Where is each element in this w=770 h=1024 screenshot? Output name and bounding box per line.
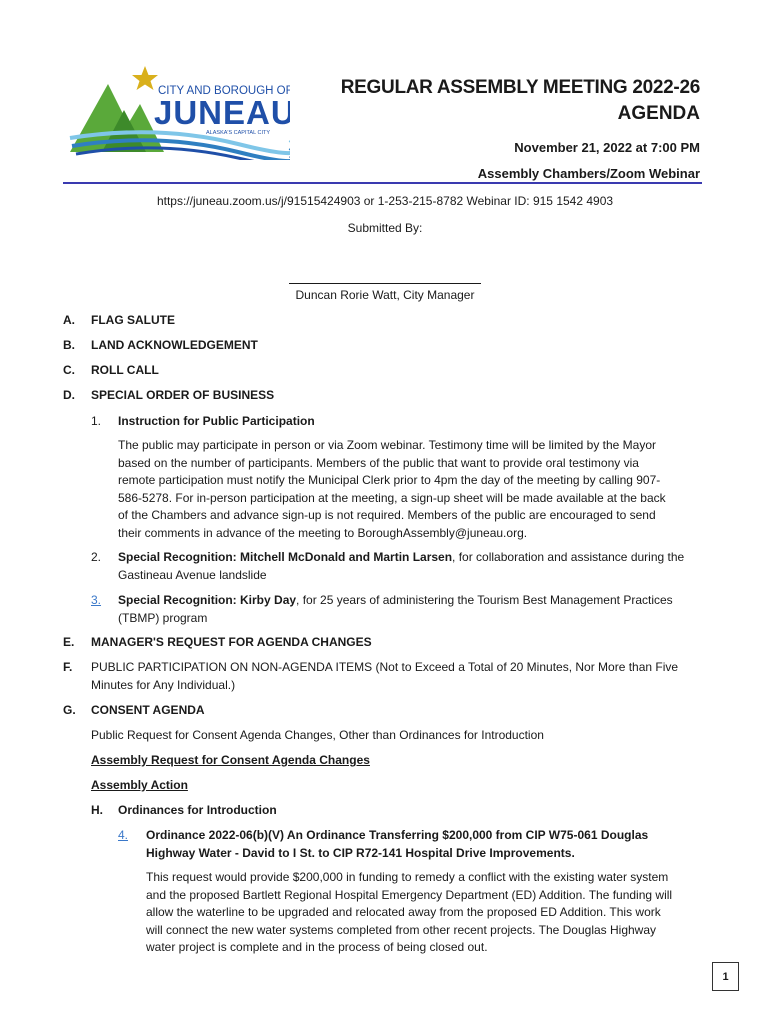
section-c-title: ROLL CALL <box>91 363 159 377</box>
item-desc: , for collaboration and assistance during the <box>452 550 685 564</box>
section-f-line2: Minutes for Any Individual.) <box>91 678 236 692</box>
section-h-title: Ordinances for Introduction <box>118 803 277 817</box>
body-line: allow the waterline to be upgraded and relocated away from the proposed ED Addition. This work <box>146 905 661 920</box>
body-line: 586-5278. For in-person participation at the meeting, a sign-up sheet will be made available at the back <box>118 490 666 505</box>
section-letter-b: B. <box>63 338 75 352</box>
item-3-line1 <box>118 592 718 609</box>
logo-text-city: CITY AND BOROUGH OF <box>158 85 290 97</box>
meeting-date: November 21, 2022 at 7:00 PM <box>514 140 700 155</box>
item-desc: , for 25 years of administering the Tourism Best Management Practices <box>296 593 673 607</box>
page-number: 1 <box>722 970 729 983</box>
consent-public-request: Public Request for Consent Agenda Changes, Other than Ordinances for Introduction <box>91 728 544 742</box>
zoom-info: https://juneau.zoom.us/j/91515424903 or 1-253-215-8782 Webinar ID: 915 1542 4903 <box>156 194 614 208</box>
body-line: This request would provide $200,000 in funding to remedy a conflict with the existing water system <box>146 870 669 884</box>
section-a-title: FLAG SALUTE <box>91 313 175 327</box>
body-line: and the proposed Bartlett Regional Hospital Emergency Department (ED) Addition. The funding will <box>146 887 673 902</box>
section-letter-a: A. <box>63 313 75 327</box>
body-line: remote participation must notify the Municipal Clerk prior to 4pm the day of the meeting by calling 907- <box>118 473 661 488</box>
signer-name: Duncan Rorie Watt, City Manager <box>295 288 475 302</box>
item-number: 1. <box>91 414 102 428</box>
item-body <box>118 437 718 543</box>
section-letter-c: C. <box>63 363 75 377</box>
section-letter-d: D. <box>63 388 75 402</box>
body-line: water project is complete and in the process of being closed out. <box>146 940 488 955</box>
juneau-logo <box>68 64 290 160</box>
section-f-line1: PUBLIC PARTICIPATION ON NON-AGENDA ITEMS (Not to Exceed a Total of 20 Minutes, Nor More than Five <box>91 660 679 674</box>
item-3-link[interactable]: 3. <box>91 593 102 607</box>
item-4-title-line2: Highway Water - David to I St. to CIP R72-141 Hospital Drive Improvements. <box>146 846 575 860</box>
body-line: based on the number of participants. Members of the public that want to provide oral testimony via <box>118 455 639 470</box>
section-letter-f: F. <box>63 660 73 674</box>
assembly-action-heading: Assembly Action <box>91 778 188 792</box>
section-letter-g: G. <box>63 703 76 717</box>
signature-line <box>289 283 481 284</box>
item-title: Special Recognition: Mitchell McDonald and Martin Larsen <box>118 550 453 564</box>
section-d-title: SPECIAL ORDER OF BUSINESS <box>91 388 275 402</box>
item-4-body <box>146 869 726 957</box>
star-icon <box>132 66 158 90</box>
item-desc-cont: (TBMP) program <box>118 611 208 625</box>
body-line: of the Chambers and advance sign-up is not required. Members of the public are encouraged to send <box>118 508 656 523</box>
item-number: 2. <box>91 550 102 564</box>
logo-text-capital: ALASKA'S CAPITAL CITY <box>206 130 271 136</box>
assembly-request-heading: Assembly Request for Consent Agenda Changes <box>91 753 370 767</box>
body-line: their comments in advance of the meeting to BoroughAssembly@juneau.org. <box>118 525 528 540</box>
section-letter-h: H. <box>91 803 103 817</box>
body-line: will connect the new water systems completed from other recent projects. The Douglas Highway <box>146 922 657 937</box>
meeting-title: REGULAR ASSEMBLY MEETING 2022-26 <box>340 77 700 98</box>
agenda-subtitle: AGENDA <box>617 103 700 124</box>
item-4-title-line1: Ordinance 2022-06(b)(V) An Ordinance Transferring $200,000 from CIP W75-061 Douglas <box>146 828 649 842</box>
logo-text-juneau: JUNEAU <box>154 94 290 131</box>
body-line: The public may participate in person or via Zoom webinar. Testimony time will be limited by the Mayor <box>118 438 657 452</box>
title-block <box>341 75 700 127</box>
section-e-title: MANAGER'S REQUEST FOR AGENDA CHANGES <box>91 635 372 649</box>
section-letter-e: E. <box>63 635 75 649</box>
meeting-venue: Assembly Chambers/Zoom Webinar <box>477 166 700 181</box>
item-4-link[interactable]: 4. <box>118 828 129 842</box>
submitted-by-label: Submitted By: <box>347 221 423 235</box>
item-title: Special Recognition: Kirby Day <box>118 593 297 607</box>
item-title: Instruction for Public Participation <box>118 414 315 428</box>
section-g-title: CONSENT AGENDA <box>91 703 205 717</box>
header-divider <box>63 182 702 184</box>
page-number-box <box>712 962 739 991</box>
section-b-title: LAND ACKNOWLEDGEMENT <box>91 338 258 352</box>
item-desc-cont: Gastineau Avenue landslide <box>118 568 267 582</box>
item-2-line1 <box>118 549 718 566</box>
